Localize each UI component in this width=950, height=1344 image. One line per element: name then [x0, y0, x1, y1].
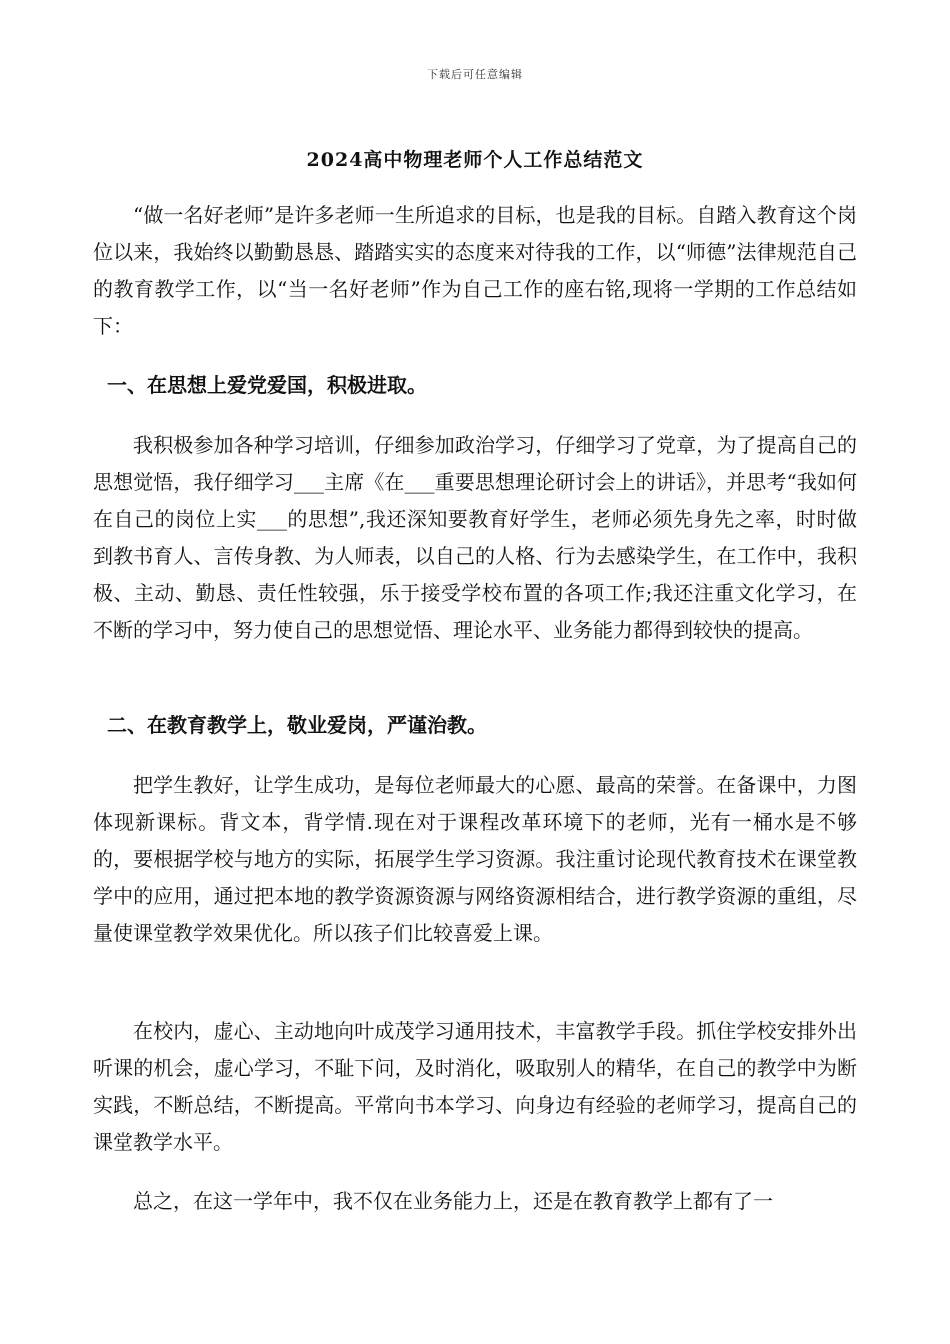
- section-one-paragraph: 我积极参加各种学习培训，仔细参加政治学习，仔细学习了党章，为了提高自己的思想觉悟，我仔细学习___主席《在___重要思想理论研讨会上的讲话》，并思考“我如何在自己的岗位上实___的思想”,我还深知要教育好学生，老师必须先身先之率，时时做到教书育人、言传身教、为人师表，以自己的人格、行为去感染学生，在工作中，我积极、主动、勤恳、责任性较强，乐于接受学校布置的各项工作;我还注重文化学习，在不断的学习中，努力使自己的思想觉悟、理论水平、业务能力都得到较快的提高。: [93, 433, 857, 642]
- intro-paragraph: “做一名好老师”是许多老师一生所追求的目标，也是我的目标。自踏入教育这个岗位以来，我始终以勤勤恳恳、踏踏实实的态度来对待我的工作，以“师德”法律规范自己的教育教学工作，以“当一名好老师”作为自己工作的座右铭,现将一学期的工作总结如下：: [93, 203, 857, 338]
- header-note: 下载后可任意编辑: [427, 68, 523, 81]
- page-title: 2024高中物理老师个人工作总结范文: [306, 149, 644, 171]
- section-one-heading: 一、在思想上爱党爱国，积极进取。: [107, 373, 427, 397]
- section-two-paragraph-1: 把学生教好，让学生成功，是每位老师最大的心愿、最高的荣誉。在备课中，力图体现新课标。背文本，背学情.现在对于课程改革环境下的老师，光有一桶水是不够的，要根据学校与地方的实际，拓展学生学习资源。我注重讨论现代教育技术在课堂教学中的应用，通过把本地的教学资源资源与网络资源相结合，进行教学资源的重组，尽量使课堂教学效果优化。所以孩子们比较喜爱上课。: [93, 773, 857, 945]
- section-two-heading: 二、在教育教学上，敬业爱岗，严谨治教。: [107, 713, 487, 737]
- summary-paragraph: 总之，在这一学年中，我不仅在业务能力上，还是在教育教学上都有了一: [133, 1189, 773, 1213]
- section-two-paragraph-2: 在校内，虚心、主动地向叶成茂学习通用技术，丰富教学手段。抓住学校安排外出听课的机会，虚心学习，不耻下问，及时消化，吸取别人的精华，在自己的教学中为断实践，不断总结，不断提高。平常向书本学习、向身边有经验的老师学习，提高自己的课堂教学水平。: [93, 1019, 857, 1154]
